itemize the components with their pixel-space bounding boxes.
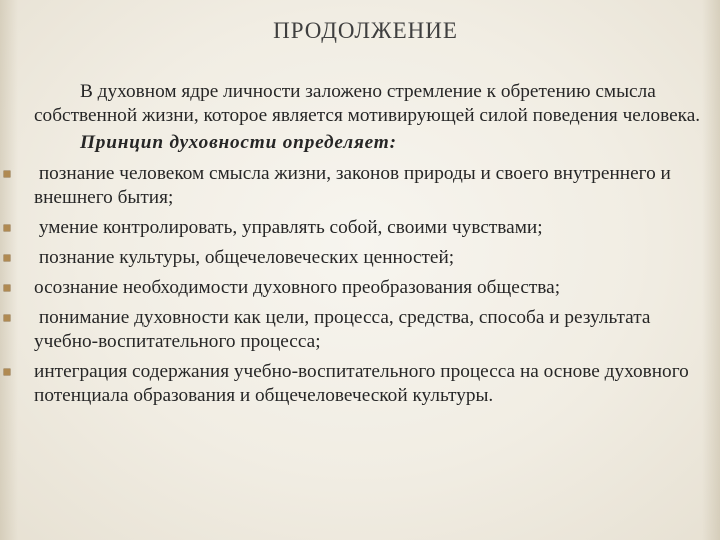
list-item-text: умение контролировать, управлять собой, своими чувствами;: [34, 217, 543, 238]
list-item-text: интеграция содержания учебно-воспитательного процесса на основе духовного потенциала образования и общечеловеческой культуры.: [34, 361, 694, 406]
intro-paragraph: В духовном ядре личности заложено стремление к обретению смысла собственной жизни, которое является мотивирующей силой поведения человека.: [34, 81, 701, 126]
square-bullet-icon: [4, 171, 10, 177]
slide-title: ПРОДОЛЖЕНИЕ: [273, 18, 458, 43]
list-item: [34, 216, 702, 240]
list-item: [34, 246, 702, 270]
slide-right-shading: [702, 0, 720, 540]
square-bullet-icon: [4, 369, 10, 375]
principle-heading: Принцип духовности определяет:: [80, 132, 397, 153]
list-item-text: понимание духовности как цели, процесса, средства, способа и результата учебно-воспитательного процесса;: [34, 307, 656, 352]
list-item-text: познание человеком смысла жизни, законов природы и своего внутреннего и внешнего бытия;: [34, 163, 676, 208]
list-item-text: познание культуры, общечеловеческих ценностей;: [34, 247, 455, 268]
list-item: [34, 162, 702, 210]
list-item: [34, 360, 702, 408]
list-item-text: осознание необходимости духовного преобразования общества;: [34, 277, 561, 298]
slide-left-shading: [0, 0, 18, 540]
square-bullet-icon: [4, 315, 10, 321]
list-item: [34, 276, 702, 300]
list-item: [34, 306, 702, 354]
slide-content: [34, 80, 702, 414]
square-bullet-icon: [4, 255, 10, 261]
square-bullet-icon: [4, 285, 10, 291]
principle-list: [34, 162, 702, 408]
square-bullet-icon: [4, 225, 10, 231]
